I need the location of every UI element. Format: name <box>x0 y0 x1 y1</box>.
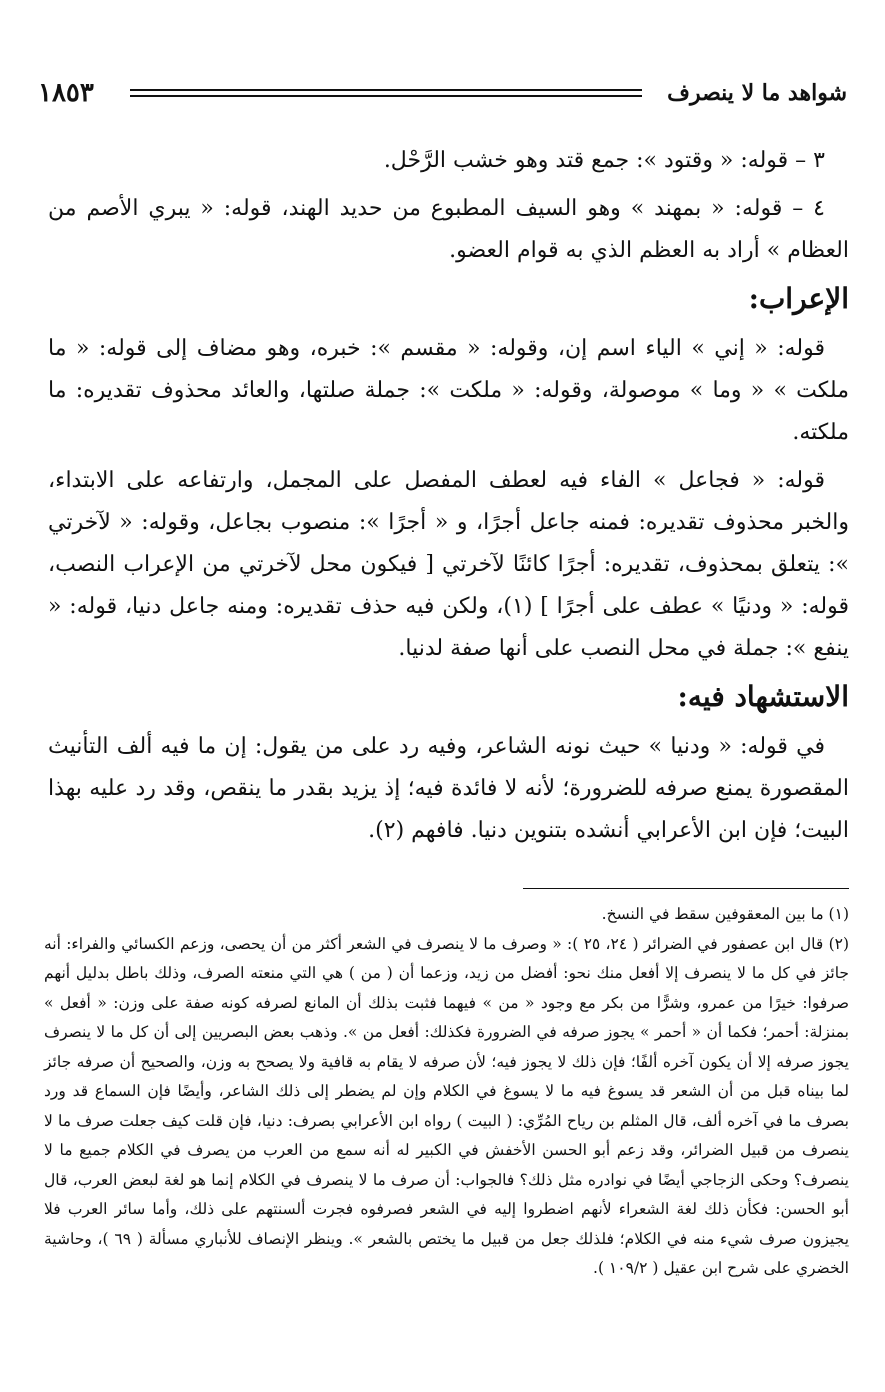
footnote-2: (٢) قال ابن عصفور في الضرائر ( ٢٤، ٢٥ ): « وصرف ما لا ينصرف في الشعر أكثر من أن يحصى، وزعم الكسائي والفراء: أنه جائز في كل ما لا ينصرف إلا أفعل منك نحو: أفضل من زيد، وزعما أن ( من ) هي التي منعته الصرف، وذلك باطل بدليل أنهم صرفوا: خيرًا من عمرو، وشرًّا من بكر مع وجود « من » فيهما فثبت بذلك أن المانع لصرفه كونه صفة على وزن: « أفعل » بمنزلة: أحمر؛ فكما أن « أحمر » يجوز صرفه في الضرورة فكذلك: أفعل من ». وذهب بعض البصريين إلى أن كل ما لا ينصرف يجوز صرفه إلا أن يكون آخره ألفًا؛ فإن ذلك لا يجوز فيه؛ لأن صرفه لا يقام به قافية ولا يصحح به وزن، والصحيح أن صرفه جائز لما بيناه قبل من أن الشعر قد يسوغ فيه ما لا يسوغ في الكلام وإن لم يضطر إلى ذلك الشاعر، وأيضًا فإن السماع قد ورد بصرف ما في آخره ألف، قال المثلم بن رياح المُرِّي: ( البيت ) رواه ابن الأعرابي بصرف: دنيا، فإن قلت كيف جعلت صرف ما لا ينصرف من قبيل الضرائر، وقد زعم أبو الحسن الأخفش في الكبير له أنه سمع من العرب من يصرف في الكلام جميع ما لا ينصرف؟ وحكى الزجاجي أيضًا في نوادره مثل ذلك؟ فالجواب: أن صرف ما لا ينصرف في الكلام إنما هو لغة لبعض العرب، قال أبو الحسن: فكأن ذلك لغة الشعراء لأنهم اضطروا إليه في الشعر فصرفوه فجرت ألسنتهم على ذلك، وأما سائر العرب فلا يجيزون صرف شيء منه في الكلام؛ فلذلك جعل من قبيل ما يختص بالشعر ». وينظر الإنصاف للأنباري مسألة ( ٦٩ )، وحاشية الخضري على شرح ابن عقيل ( ١٠٩/٢ ). <box>44 934 850 1277</box>
paragraph-dunya: في قوله: « ودنيا » حيث نونه الشاعر، وفيه رد على من يقول: إن ما فيه ألف التأنيث المقصورة يمنع صرفه للضرورة؛ لأنه لا فائدة فيه؛ إذ يزيد بقدر ما ينقص، وقد رد عليه بهذا البيت؛ فإن ابن الأعرابي أنشده بتنوين دنيا. فافهم (٢). <box>48 734 849 843</box>
heading-istishhad: الاستشهاد فيه: <box>677 680 849 713</box>
paragraph-fajaail: قوله: « فجاعل » الفاء فيه لعطف المفصل على المجمل، وارتفاعه على الابتداء، والخبر محذوف تقديره: فمنه جاعل أجرًا، و « أجرًا »: منصوب بجاعل، وقوله: « لآخرتي »: يتعلق بمحذوف، تقديره: أجرًا كائنًا لآخرتي [ فيكون محل لآخرتي من الإعراب النصب، قوله: « ودنيًا » عطف على أجرًا ] (١)، ولكن فيه حذف تقديره: ومنه جاعل دنيا، قوله: « ينفع »: جملة في محل النصب على أنها صفة لدنيا. <box>48 468 850 661</box>
running-header <box>38 72 847 112</box>
footnotes <box>44 900 849 1284</box>
main-text <box>48 140 849 852</box>
footnote-1: (١) ما بين المعقوفين سقط في النسخ. <box>601 905 849 923</box>
footnote-separator <box>523 888 849 889</box>
paragraph-muhannad: ٤ – قوله: « بمهند » وهو السيف المطبوع من حديد الهند، قوله: « يبري الأصم من العظام » أراد به العظم الذي به قوام العضو. <box>48 196 849 263</box>
heading-irab: الإعراب: <box>748 282 849 315</box>
running-title: شواهد ما لا ينصرف <box>667 80 847 106</box>
page-number: ١٨٥٣ <box>38 78 94 108</box>
paragraph-qatud: ٣ – قوله: « وقتود »: جمع قتد وهو خشب الرَّحْل. <box>383 148 825 173</box>
header-rule-top <box>130 89 642 91</box>
header-rule-bottom <box>130 95 642 97</box>
paragraph-inni: قوله: « إني » الياء اسم إن، وقوله: « مقسم »: خبره، وهو مضاف إلى قوله: « ما ملكت » « وما » موصولة، وقوله: « ملكت »: جملة صلتها، والعائد محذوف تقديره: ما ملكته. <box>48 336 849 445</box>
